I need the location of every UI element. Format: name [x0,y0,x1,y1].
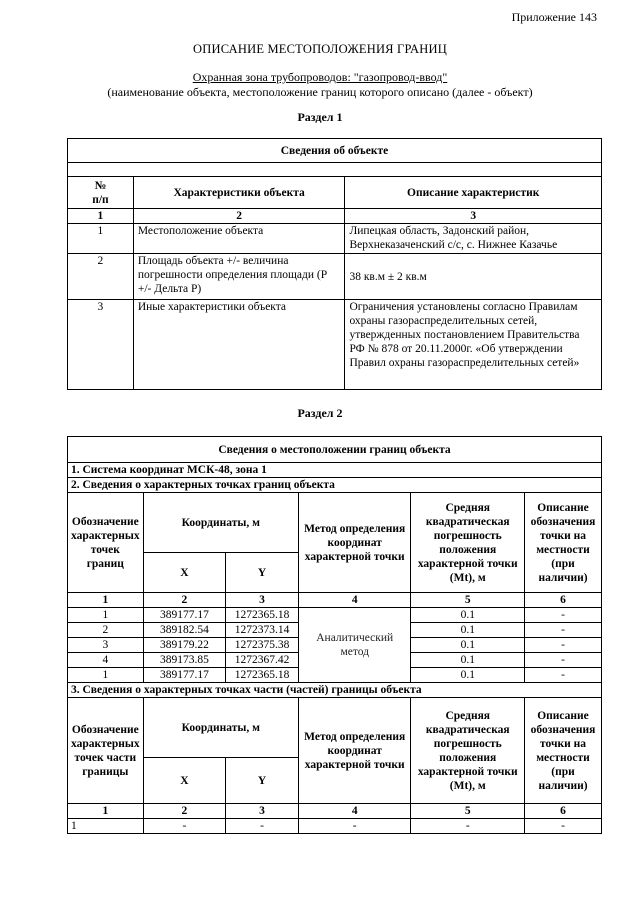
colnum-3: 3 [226,804,299,819]
point-desc: - [525,608,602,623]
points-subtitle: 2. Сведения о характерных точках границ объекта [68,478,602,493]
annex-number: Приложение 143 [511,10,597,24]
row-characteristic: Иные характеристики объекта [133,300,345,390]
point-desc: - [525,638,602,653]
table-row [68,224,602,254]
header-description: Описание характеристик [345,177,602,209]
point-x: 389173.85 [143,653,226,668]
colnum-1: 1 [68,804,144,819]
part-point-desc: - [525,819,602,834]
colnum-6: 6 [525,804,602,819]
coord-system: 1. Система координат МСК-48, зона 1 [68,463,602,478]
part-point-error: - [411,819,525,834]
header-error: Средняя квадратическая погрешность положения характерной точки (Mt), м [411,698,525,804]
boundary-table [67,436,602,834]
header-coords: Координаты, м [143,493,298,553]
row-characteristic: Местоположение объекта [133,224,345,254]
object-name: Охранная зона трубопроводов: "газопровод-ввод" [192,70,448,84]
row-num: 1 [68,224,134,254]
colnum-1: 1 [68,593,144,608]
colnum-3: 3 [226,593,299,608]
header-coords: Координаты, м [143,698,298,758]
point-desc: - [525,668,602,683]
boundary-title: Сведения о местоположении границ объекта [68,437,602,463]
header-points: Обозначение характерных точек границ [68,493,144,593]
point-number: 4 [68,653,144,668]
point-number: 2 [68,623,144,638]
header-desc: Описание обозначения точки на местности (при наличии) [525,493,602,593]
row-description: Липецкая область, Задонский район, Верхнеказаченский с/с, с. Нижнее Казачье [345,224,602,254]
point-error: 0.1 [411,608,525,623]
point-x: 389177.17 [143,608,226,623]
header-num: № п/п [68,177,134,209]
row-description: Ограничения установлены согласно Правилам охраны газораспределительных сетей, утвержденных постановлением Правительства РФ № 878 от 20.11.2000г. «Об утверждении Правил охраны газораспределительных сетей» [345,300,602,390]
object-info-title: Сведения об объекте [68,139,602,163]
table-row [68,254,602,300]
part-point-y: - [226,819,299,834]
point-y: 1272375.38 [226,638,299,653]
point-y: 1272373.14 [226,623,299,638]
colnum-2: 2 [133,209,345,224]
part-point-method: - [298,819,411,834]
colnum-5: 5 [411,593,525,608]
colnum-4: 4 [298,593,411,608]
header-error: Средняя квадратическая погрешность положения характерной точки (Mt), м [411,493,525,593]
table-row [68,608,602,623]
header-part-points: Обозначение характерных точек части границы [68,698,144,804]
header-desc: Описание обозначения точки на местности (при наличии) [525,698,602,804]
colnum-5: 5 [411,804,525,819]
point-number: 3 [68,638,144,653]
row-description: 38 кв.м ± 2 кв.м [345,254,602,300]
colnum-2: 2 [143,804,226,819]
point-y: 1272365.18 [226,608,299,623]
colnum-4: 4 [298,804,411,819]
point-error: 0.1 [411,638,525,653]
point-error: 0.1 [411,623,525,638]
section1-title: Раздел 1 [297,110,343,124]
header-x: X [143,553,226,593]
row-num: 2 [68,254,134,300]
point-y: 1272365.18 [226,668,299,683]
point-x: 389177.17 [143,668,226,683]
part-point-number: 1 [68,819,144,834]
point-error: 0.1 [411,653,525,668]
header-y: Y [226,553,299,593]
point-x: 389179.22 [143,638,226,653]
point-y: 1272367.42 [226,653,299,668]
point-number: 1 [68,608,144,623]
part-points-subtitle: 3. Сведения о характерных точках части (частей) границы объекта [68,683,602,698]
header-x: X [143,758,226,804]
colnum-6: 6 [525,593,602,608]
method-value: Аналитический метод [298,608,411,683]
point-desc: - [525,623,602,638]
colnum-3: 3 [345,209,602,224]
part-point-x: - [143,819,226,834]
object-caption: (наименование объекта, местоположение границ которого описано (далее - объект) [107,85,533,99]
header-y: Y [226,758,299,804]
point-x: 389182.54 [143,623,226,638]
table-row [68,300,602,390]
point-number: 1 [68,668,144,683]
page-title: ОПИСАНИЕ МЕСТОПОЛОЖЕНИЯ ГРАНИЦ [193,42,447,56]
section2-title: Раздел 2 [297,406,343,420]
table-row [68,819,602,834]
header-method: Метод определения координат характерной точки [298,698,411,804]
spacer-row [68,163,602,177]
colnum-1: 1 [68,209,134,224]
point-desc: - [525,653,602,668]
point-error: 0.1 [411,668,525,683]
object-name-block [0,70,640,100]
colnum-2: 2 [143,593,226,608]
header-method: Метод определения координат характерной точки [298,493,411,593]
row-characteristic: Площадь объекта +/- величина погрешности определения площади (Р +/- Дельта Р) [133,254,345,300]
header-characteristic: Характеристики объекта [133,177,345,209]
object-info-table [67,138,602,390]
row-num: 3 [68,300,134,390]
